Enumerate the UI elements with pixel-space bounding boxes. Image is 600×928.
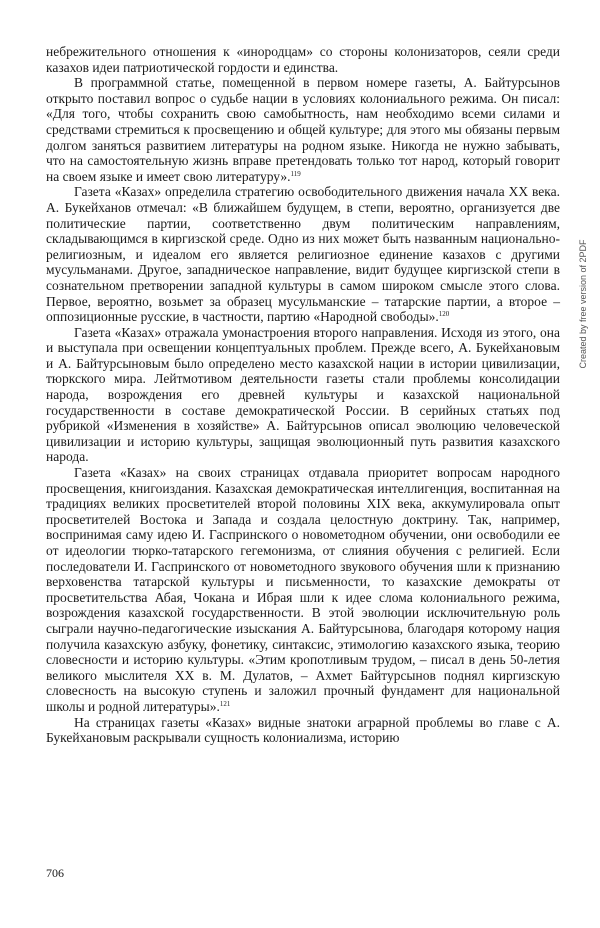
paragraph-5-text: Газета «Казах» на своих страницах отдавала приоритет вопросам народного просвещения, книгоиздания. Казахская демократическая интеллигенция, воспитанная на традициях великих просветителей второй половины XIX века, аккумулировала опыт просветителей Востока и Запада и создала целостную доктрину. Так, например, воспринимая саму идею И. Гаспринского о новометодном обучении, они освободили ее от идеологии тюрко-татарского гегемонизма, от слияния обучения с религией. Если последователи И. Гаспринского от новометодного звукового обучения шли к признанию верховенства татарской культуры и письменности, то казахские демократы от просветительства Абая, Чокана и Ибрая шли к идее слома колониального режима, возрождения казахской государственности. В этой эволюции исключительную роль сыграли научно-педагогические изыскания А. Байтурсынова, благодаря которому нация получила казахскую азбуку, фонетику, синтаксис, этимологию казахского языка, теорию словесности и историю культуры. «Этим кропотливым трудом, – писал в день 50-летия великого мыслителя XX в. М. Дулатов, – Ахмет Байтурсынов поднял киргизскую словесность на высокую ступень и заложил прочный фундамент для национальной школы и родной литературы». <box>46 465 560 714</box>
paragraph-3-text: Газета «Казах» определила стратегию освободительного движения начала XX века. А. Букейханов отмечал: «В ближайшем будущем, в степи, вероятно, организуется две политические партии, соответственно двум политическим направлениям, складывающимся в киргизской среде. Одно из них может быть названным национально-религиозным, и идеалом его является религиозное единение казахов с другими мусульманами. Другое, западническое направление, видит будущее киргизской степи в сознательном претворении западной культуры в самом широком смысле этого слова. Первое, вероятно, возьмет за образец мусульманские – татарские партии, а второе – оппозиционные русские, в частности, партию «Народной свободы». <box>46 184 560 325</box>
paragraph-3 <box>46 184 560 324</box>
paragraph-6-text: На страницах газеты «Казах» видные знатоки аграрной проблемы во главе с А. Букейхановым раскрывали сущность колониализма, историю <box>46 714 560 746</box>
body-text <box>46 44 560 746</box>
page-number: 706 <box>46 866 64 880</box>
paragraph-4-text: Газета «Казах» отражала умонастроения второго направления. Исходя из этого, она и выступала при освещении концептуальных проблем. Прежде всего, А. Букейхановым и А. Байтурсыновым было определено место казахской нации в истории цивилизации, тюркского мира. Лейтмотивом деятельности газеты стали проблемы консолидации народа, возрождения его древней культуры и казахской национальной государственности в составе демократической России. В серийных статьях под рубрикой «Изменения в хозяйстве» А. Байтурсынов описал эволюцию человеческой цивилизации и историю культуры, защищая эволюционный путь развития казахского народа. <box>46 324 560 465</box>
paragraph-1 <box>46 44 560 75</box>
paragraph-5 <box>46 465 560 715</box>
footnote-ref-120: 120 <box>438 310 450 319</box>
paragraph-1-text: небрежительного отношения к «инородцам» со стороны колонизаторов, сеяли среди казахов идеи патриотической гордости и единства. <box>46 44 560 75</box>
footnote-ref-121: 121 <box>219 699 231 708</box>
footnote-ref-119: 119 <box>290 169 301 178</box>
paragraph-2-text: В программной статье, помещенной в первом номере газеты, А. Байтурсынов открыто поставил вопрос о судьбе нации в условиях колониального режима. Он писал: «Для того, чтобы сохранить свою самобытность, нам необходимо всеми силами и средствами стремиться к просвещению и общей культуре; для этого мы обязаны первым долгом заняться развитием литературы на родном языке. Никогда не нужно забывать, что на самостоятельную жизнь вправе претендовать только тот народ, который говорит на своем языке и имеет свою литературу». <box>46 75 560 184</box>
paragraph-2 <box>46 75 560 184</box>
paragraph-4 <box>46 325 560 465</box>
watermark: Created by free version of 2PDF <box>578 239 588 369</box>
paragraph-6 <box>46 715 560 746</box>
